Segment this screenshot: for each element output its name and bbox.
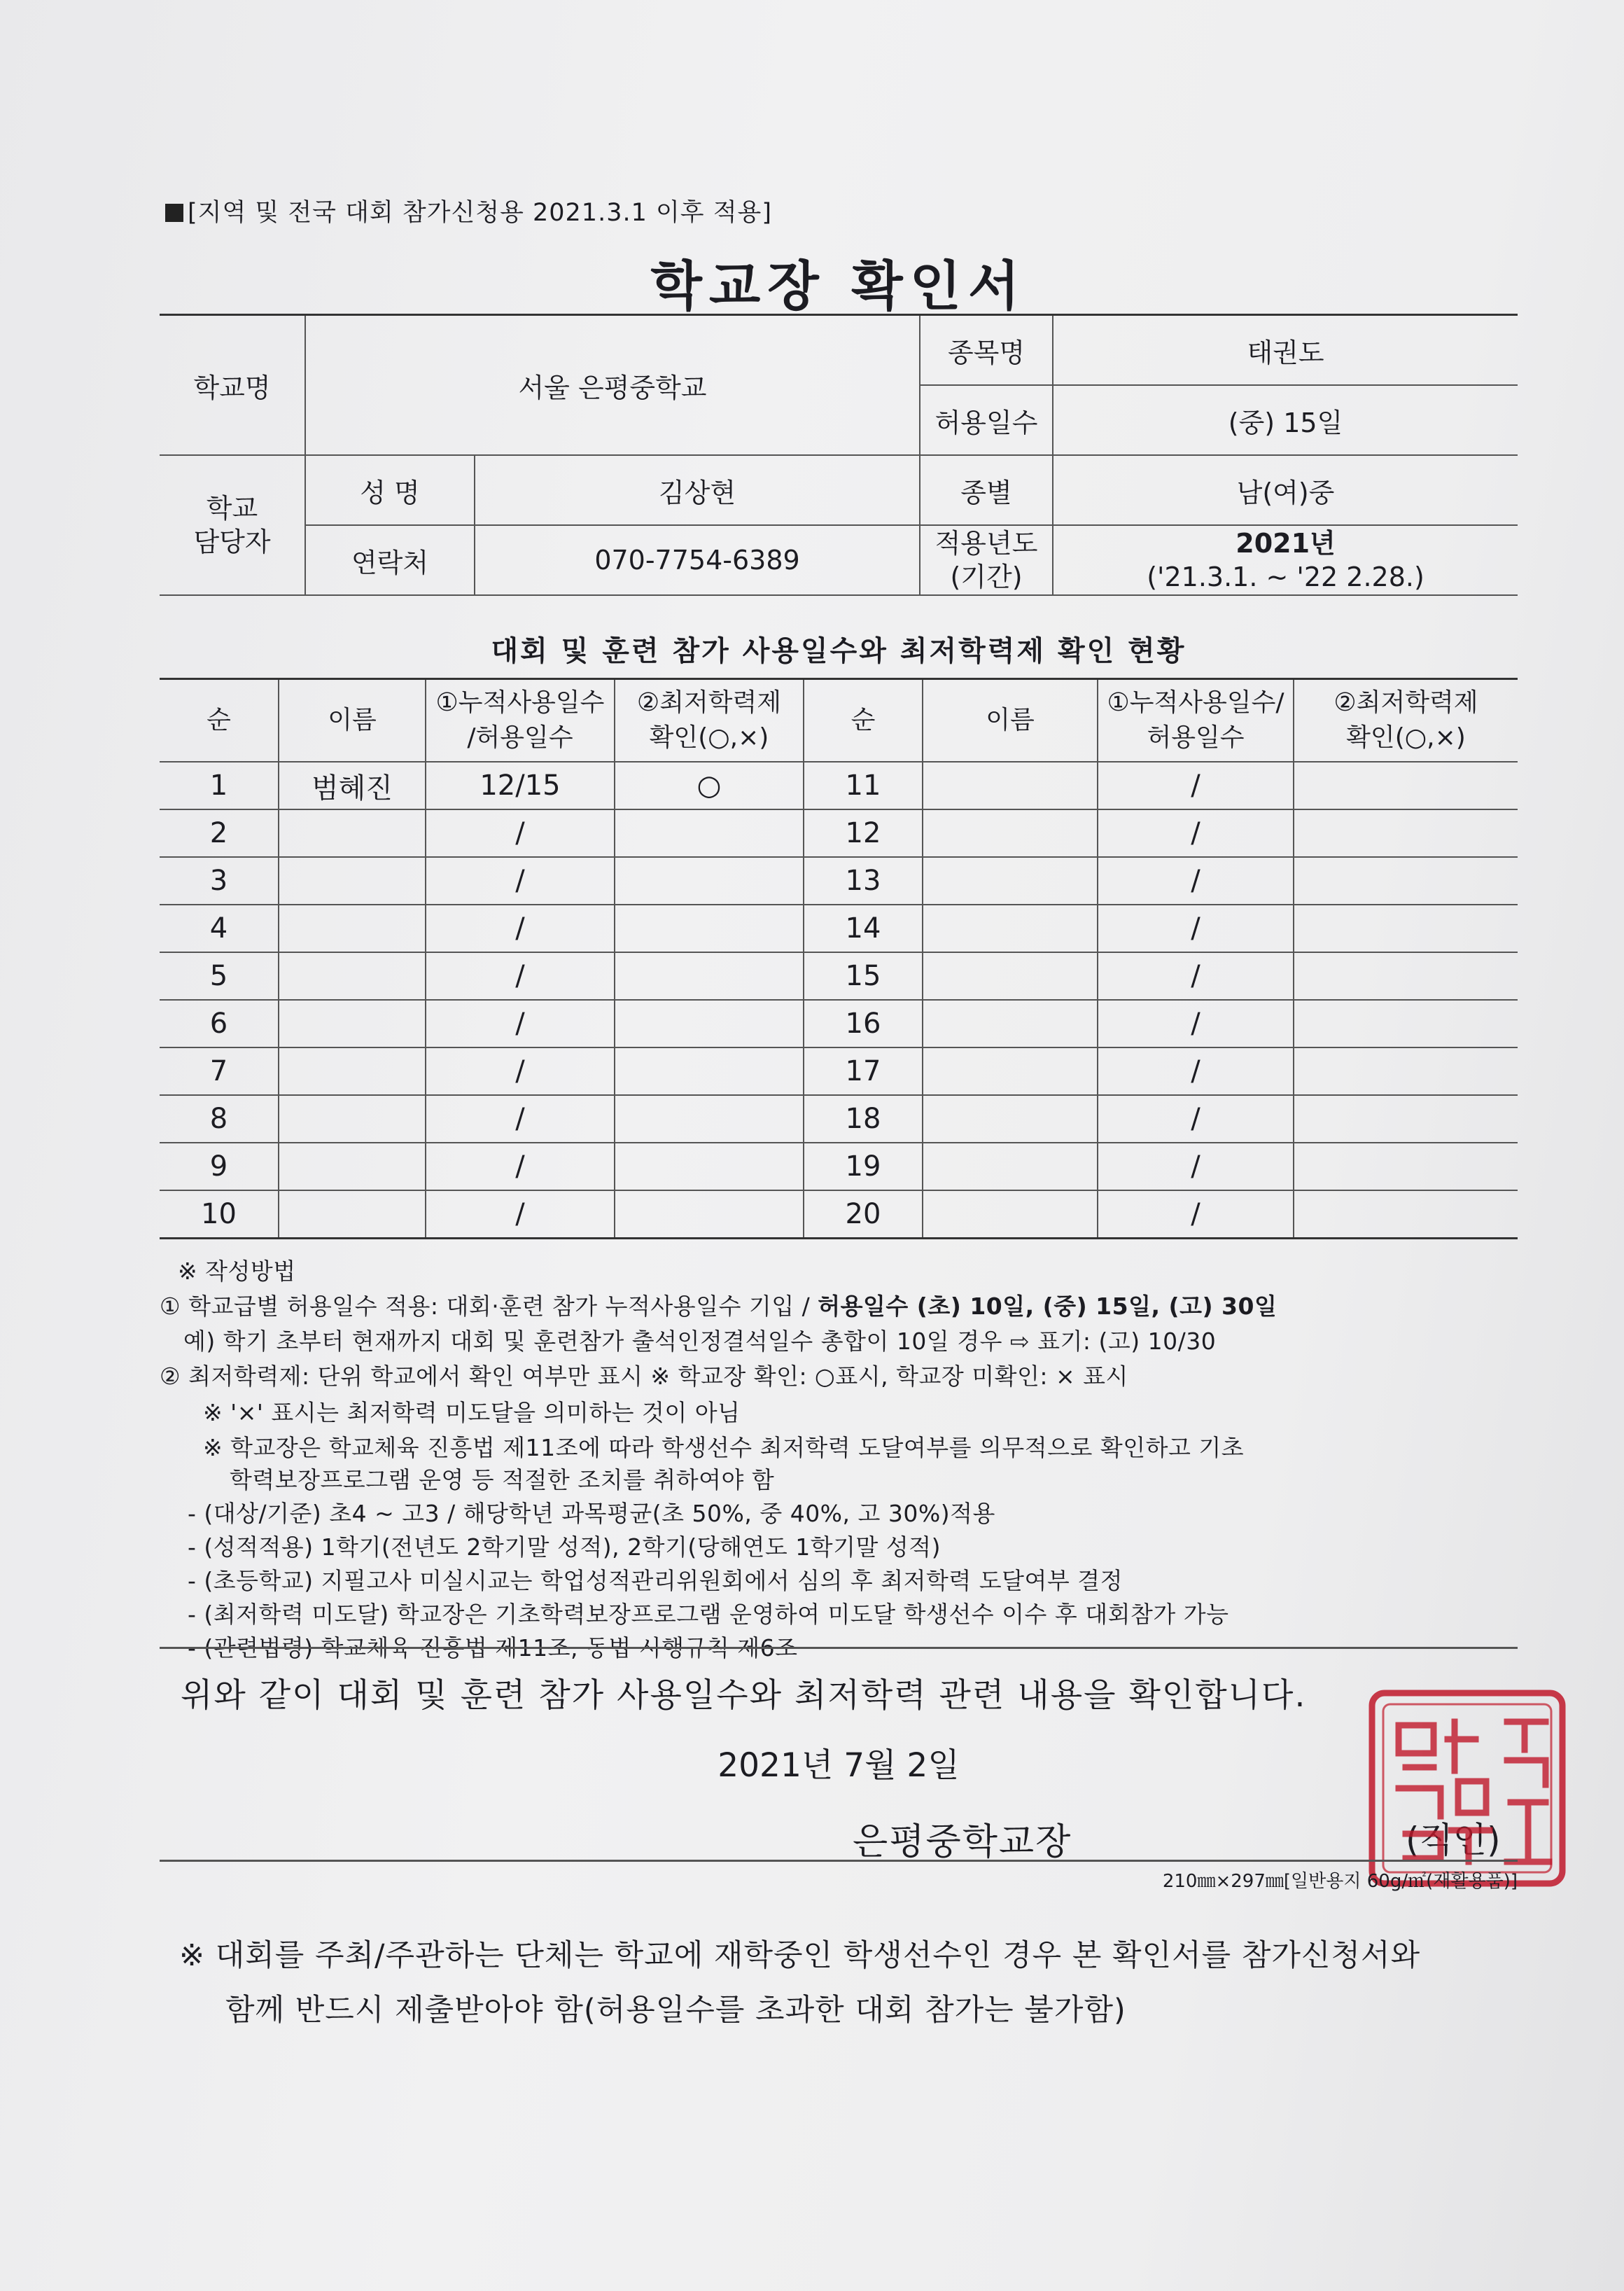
row-days: / [426, 952, 615, 1000]
allowed-days-value: (중) 15일 [1053, 385, 1518, 455]
roster-table [160, 678, 1518, 1239]
col-days-left-line2: /허용일수 [467, 723, 573, 752]
footer-line-2: 함께 반드시 제출받아야 함(허용일수를 초과한 대회 참가는 불가함) [225, 1993, 1126, 2028]
row-name [923, 1190, 1098, 1239]
sport-value: 태권도 [1053, 315, 1518, 386]
row-no: 3 [160, 857, 279, 905]
row-days: / [1098, 857, 1294, 905]
row-name [279, 952, 426, 1000]
year-label [920, 525, 1053, 595]
row-name [923, 1047, 1098, 1095]
table-row [160, 809, 1518, 857]
notes-heading: ※ 작성방법 [178, 1258, 296, 1285]
section-title: 대회 및 훈련 참가 사용일수와 최저학력제 확인 현황 [491, 635, 1186, 667]
row-days: / [1098, 952, 1294, 1000]
row-no: 18 [804, 1095, 923, 1143]
row-no: 20 [804, 1190, 923, 1239]
row-check [1294, 952, 1518, 1000]
row-no: 6 [160, 1000, 279, 1047]
detail-3: - (초등학교) 지필고사 미실시교는 학업성적관리위원회에서 심의 후 최저학력 도달여부 결정 [188, 1567, 1124, 1594]
col-check-left [615, 679, 804, 762]
footer-line-1: ※ 대회를 주최/주관하는 단체는 학교에 재학중인 학생선수인 경우 본 확인서를 참가신청서와 [179, 1938, 1421, 1973]
col-days-right-line1: ①누적사용일수/ [1107, 688, 1284, 717]
col-days-right [1098, 679, 1294, 762]
table-row [160, 1143, 1518, 1190]
row-name [279, 857, 426, 905]
year-label-line1: 적용년도 [934, 528, 1038, 559]
col-check-right-line1: ②최저학력제 [1334, 688, 1478, 717]
year-value [1053, 525, 1518, 595]
sport-label: 종목명 [920, 315, 1053, 386]
row-name [923, 762, 1098, 809]
row-no: 17 [804, 1047, 923, 1095]
row-check [1294, 762, 1518, 809]
row-check [615, 1143, 804, 1190]
divider [160, 1860, 1518, 1862]
col-days-right-line2: 허용일수 [1147, 723, 1245, 752]
school-label: 학교명 [160, 315, 305, 456]
row-check [1294, 1143, 1518, 1190]
row-check [615, 952, 804, 1000]
row-days: / [1098, 762, 1294, 809]
row-check [1294, 809, 1518, 857]
year-value-period: ('21.3.1. ~ '22 2.28.) [1147, 562, 1424, 592]
school-info-table [160, 314, 1518, 596]
row-check [615, 1000, 804, 1047]
row-check [1294, 1095, 1518, 1143]
note-1-text: ① 학교급별 허용일수 적용: 대회·훈련 참가 누적사용일수 기입 / [160, 1293, 818, 1320]
table-row [160, 1047, 1518, 1095]
row-days: / [1098, 905, 1294, 952]
row-days: / [426, 1143, 615, 1190]
row-days: / [1098, 1143, 1294, 1190]
row-no: 19 [804, 1143, 923, 1190]
row-days: / [426, 1095, 615, 1143]
row-no: 10 [160, 1190, 279, 1239]
row-no: 7 [160, 1047, 279, 1095]
row-days: / [426, 1047, 615, 1095]
col-no-left: 순 [160, 679, 279, 762]
row-days: / [1098, 1047, 1294, 1095]
row-no: 15 [804, 952, 923, 1000]
row-days: / [1098, 1190, 1294, 1239]
page-title: 학교장 확인서 [650, 255, 1027, 317]
row-days: / [426, 1190, 615, 1239]
divider [160, 1647, 1518, 1649]
header-note-text: [지역 및 전국 대회 참가신청용 2021.3.1 이후 적용] [188, 199, 773, 227]
note-1-example: 예) 학기 초부터 현재까지 대회 및 훈련참가 출석인정결석일수 총합이 10일 경우 ⇨ 표기: (고) 10/30 [183, 1328, 1217, 1355]
row-check [1294, 1047, 1518, 1095]
col-check-left-line2: 확인(○,×) [649, 723, 769, 752]
col-check-right [1294, 679, 1518, 762]
seal-placeholder: (직인) [1406, 1820, 1501, 1860]
table-row [160, 905, 1518, 952]
year-label-line2: (기간) [950, 562, 1023, 592]
row-no: 12 [804, 809, 923, 857]
row-name [279, 809, 426, 857]
row-check: ○ [615, 762, 804, 809]
row-no: 11 [804, 762, 923, 809]
row-days: / [426, 905, 615, 952]
square-bullet-icon [165, 204, 183, 222]
row-name [923, 1095, 1098, 1143]
row-no: 16 [804, 1000, 923, 1047]
name-label: 성 명 [305, 455, 475, 525]
row-no: 2 [160, 809, 279, 857]
footer-notice [179, 1928, 1420, 2038]
row-name [923, 905, 1098, 952]
row-check [615, 809, 804, 857]
row-days: / [426, 809, 615, 857]
row-no: 9 [160, 1143, 279, 1190]
detail-2: - (성적적용) 1학기(전년도 2학기말 성적), 2학기(당해연도 1학기말 성적) [188, 1533, 941, 1561]
note-2-x: ※ '×' 표시는 최저학력 미도달을 의미하는 것이 아님 [203, 1399, 741, 1426]
name-value: 김상현 [475, 455, 920, 525]
table-row [160, 1000, 1518, 1047]
header-note [165, 193, 772, 228]
row-days: / [1098, 1000, 1294, 1047]
manager-label-line1: 학교 [206, 493, 258, 524]
col-days-left-line1: ①누적사용일수 [435, 688, 605, 717]
contact-label: 연락처 [305, 525, 475, 595]
col-name-left: 이름 [279, 679, 426, 762]
row-no: 4 [160, 905, 279, 952]
manager-label [160, 455, 305, 595]
gender-label: 종별 [920, 455, 1053, 525]
row-days: / [426, 857, 615, 905]
row-check [1294, 1000, 1518, 1047]
detail-1: - (대상/기준) 초4 ~ 고3 / 해당학년 과목평균(초 50%, 중 40%, 고 30%)적용 [188, 1500, 995, 1527]
row-name [923, 857, 1098, 905]
row-name [923, 809, 1098, 857]
principal-title: 은평중학교장 [853, 1821, 1072, 1863]
note-2-principal-2: 학력보장프로그램 운영 등 적절한 조치를 취하여야 함 [230, 1466, 775, 1493]
note-1-bold: 허용일수 (초) 10일, (중) 15일, (고) 30일 [818, 1293, 1278, 1320]
manager-label-line2: 담당자 [193, 527, 271, 557]
row-check [1294, 905, 1518, 952]
row-no: 5 [160, 952, 279, 1000]
year-value-year: 2021년 [1236, 528, 1336, 559]
row-name [923, 1143, 1098, 1190]
col-check-right-line2: 확인(○,×) [1346, 723, 1466, 752]
row-name [279, 905, 426, 952]
row-no: 1 [160, 762, 279, 809]
roster-header-row [160, 679, 1518, 762]
official-seal-stamp [1364, 1683, 1574, 1893]
allowed-days-label: 허용일수 [920, 385, 1053, 455]
paper-spec: 210㎜×297㎜[일반용지 60g/㎡(재활용품)] [1162, 1871, 1518, 1892]
col-name-right: 이름 [923, 679, 1098, 762]
row-days: 12/15 [426, 762, 615, 809]
row-name [923, 1000, 1098, 1047]
row-check [615, 1190, 804, 1239]
row-check [1294, 857, 1518, 905]
contact-value: 070-7754-6389 [475, 525, 920, 595]
row-no: 14 [804, 905, 923, 952]
row-name [279, 1190, 426, 1239]
table-row [160, 857, 1518, 905]
detail-4: - (최저학력 미도달) 학교장은 기초학력보장프로그램 운영하여 미도달 학생선수 이수 후 대회참가 가능 [188, 1601, 1229, 1628]
row-name [279, 1095, 426, 1143]
note-2-principal-1: ※ 학교장은 학교체육 진흥법 제11조에 따라 학생선수 최저학력 도달여부를 의무적으로 확인하고 기초 [203, 1434, 1245, 1461]
row-check [615, 1095, 804, 1143]
table-row [160, 762, 1518, 809]
row-check [1294, 1190, 1518, 1239]
col-check-left-line1: ②최저학력제 [636, 688, 782, 717]
issue-date: 2021년 7월 2일 [718, 1746, 960, 1785]
table-row [160, 952, 1518, 1000]
confirmation-statement: 위와 같이 대회 및 훈련 참가 사용일수와 최저학력 관련 내용을 확인합니다. [181, 1676, 1307, 1715]
row-days: / [1098, 809, 1294, 857]
row-name [279, 1047, 426, 1095]
table-row [160, 1190, 1518, 1239]
row-days: / [1098, 1095, 1294, 1143]
note-1 [160, 1288, 1277, 1321]
row-name [279, 1143, 426, 1190]
gender-value: 남(여)중 [1053, 455, 1518, 525]
col-days-left [426, 679, 615, 762]
row-check [615, 857, 804, 905]
school-value: 서울 은평중학교 [305, 315, 920, 456]
row-name [279, 1000, 426, 1047]
row-check [615, 1047, 804, 1095]
row-no: 8 [160, 1095, 279, 1143]
col-no-right: 순 [804, 679, 923, 762]
note-2: ② 최저학력제: 단위 학교에서 확인 여부만 표시 ※ 학교장 확인: ○표시, 학교장 미확인: × 표시 [160, 1363, 1128, 1390]
row-days: / [426, 1000, 615, 1047]
row-name: 범혜진 [279, 762, 426, 809]
row-check [615, 905, 804, 952]
row-no: 13 [804, 857, 923, 905]
detail-5: - (관련법령) 학교체육 진흥법 제11조, 동법 시행규칙 제6조 [188, 1634, 798, 1662]
row-name [923, 952, 1098, 1000]
table-row [160, 1095, 1518, 1143]
